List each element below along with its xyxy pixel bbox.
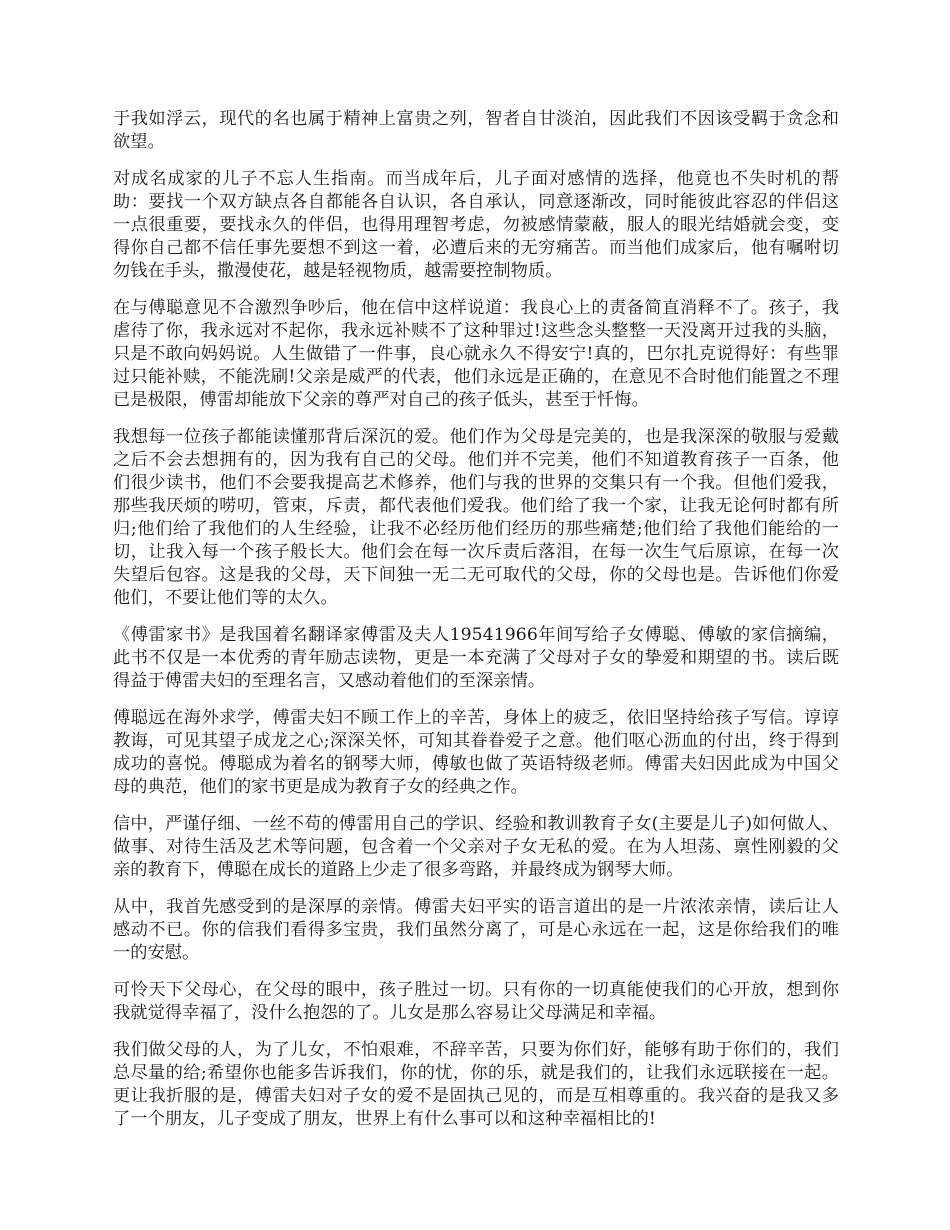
paragraph-10: 我们做父母的人，为了儿女，不怕艰难，不辞辛苦，只要为你们好，能够有助于你们的，我们总尽量的给;希望你也能多告诉我们，你的忧，你的乐，就是我们的，让我们永远联接在一起。更让我折服的是，傅雷夫妇对子女的爱不是固执己见的，而是互相尊重的。我兴奋的是我又多了一个朋友，儿子变成了朋友，世界上有什么事可以和这种幸福相比的! (113, 1040, 839, 1129)
paragraph-9: 可怜天下父母心，在父母的眼中，孩子胜过一切。只有你的一切真能使我们的心开放，想到你我就觉得幸福了，没什么抱怨的了。儿女是那么容易让父母满足和幸福。 (113, 980, 839, 1023)
paragraph-2: 对成名成家的儿子不忘人生指南。而当成年后，儿子面对感情的选择，他竟也不失时机的帮助：要找一个双方缺点各自都能各自认识，各自承认，同意逐渐改，同时能彼此容忍的伴侣这一点很重要，要找永久的伴侣，也得用理智考虑，勿被感情蒙蔽，服人的眼光结婚就会变，变得你自己都不信任事先要想不到这一着，必遭后来的无穷痛苦。而当他们成家后，他有嘱咐切勿钱在手头，撒漫使花，越是轻视物质，越需要控制物质。 (113, 169, 839, 281)
paragraph-5: 《傅雷家书》是我国着名翻译家傅雷及夫人19541966年间写给子女傅聪、傅敏的家信摘编，此书不仅是一本优秀的青年励志读物，更是一本充满了父母对子女的挚爱和期望的书。读后既得益于傅雷夫妇的至理名言，又感动着他们的至深亲情。 (113, 625, 839, 691)
paragraph-3: 在与傅聪意见不合激烈争吵后，他在信中这样说道：我良心上的责备简直消释不了。孩子，我虐待了你，我永远对不起你，我永远补赎不了这种罪过!这些念头整整一天没离开过我的头脑，只是不敢向妈妈说。人生做错了一件事，良心就永久不得安宁!真的，巴尔扎克说得好：有些罪过只能补赎，不能洗刷!父亲是威严的代表，他们永远是正确的，在意见不合时他们能置之不理已是极限，傅雷却能放下父亲的尊严对自己的孩子低头，甚至于忏悔。 (113, 298, 839, 410)
document-page (113, 108, 839, 1145)
paragraph-1: 于我如浮云，现代的名也属于精神上富贵之列，智者自甘淡泊，因此我们不因该受羁于贪念和欲望。 (113, 109, 839, 152)
paragraph-6: 傅聪远在海外求学，傅雷夫妇不顾工作上的辛苦，身体上的疲乏，依旧坚持给孩子写信。谆谆教诲，可见其望子成龙之心;深深关怀，可知其眷眷爱子之意。他们呕心沥血的付出，终于得到成功的喜悦。傅聪成为着名的钢琴大师，傅敏也做了英语特级老师。傅雷夫妇因此成为中国父母的典范，他们的家书更是成为教育子女的经典之作。 (113, 708, 839, 797)
paragraph-8: 从中，我首先感受到的是深厚的亲情。傅雷夫妇平实的语言道出的是一片浓浓亲情，读后让人感动不已。你的信我们看得多宝贵，我们虽然分离了，可是心永远在一起，这是你给我们的唯一的安慰。 (113, 897, 839, 963)
paragraph-7: 信中，严谨仔细、一丝不苟的傅雷用自己的学识、经验和教训教育子女(主要是儿子)如何做人、做事、对待生活及艺术等问题，包含着一个父亲对子女无私的爱。在为人坦荡、禀性刚毅的父亲的教育下，傅聪在成长的道路上少走了很多弯路，并最终成为钢琴大师。 (113, 814, 839, 880)
paragraph-4: 我想每一位孩子都能读懂那背后深沉的爱。他们作为父母是完美的，也是我深深的敬服与爱戴之后不会去想拥有的，因为我有自己的父母。他们并不完美，他们不知道教育孩子一百条，他们很少读书，他们不会要我提高艺术修养，他们与我的世界的交集只有一个我。但他们爱我，那些我厌烦的唠叨，管束，斥责，都代表他们爱我。他们给了我一个家，让我无论何时都有所归;他们给了我他们的人生经验，让我不必经历他们经历的那些痛楚;他们给了我他们能给的一切，让我入每一个孩子般长大。他们会在每一次斥责后落泪，在每一次生气后原谅，在每一次失望后包容。这是我的父母，天下间独一无二无可取代的父母，你的父母也是。告诉他们你爱他们，不要让他们等的太久。 (113, 427, 839, 608)
